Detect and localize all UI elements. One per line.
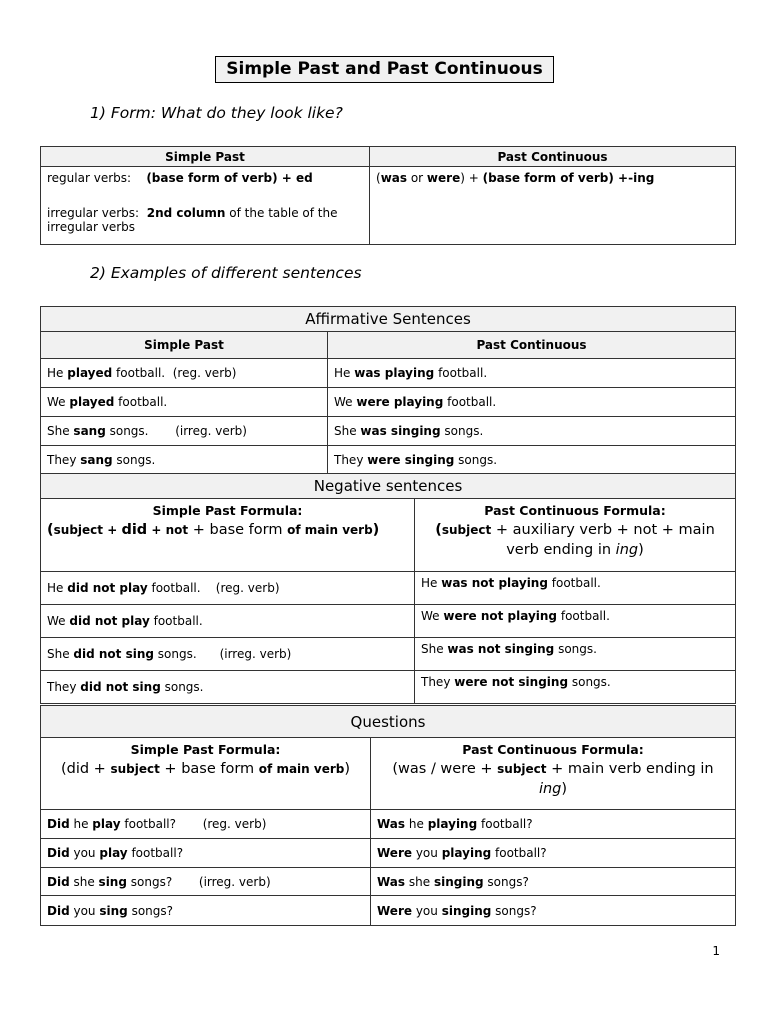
formula-part: + [103,523,122,537]
example-verb: singing [433,874,484,889]
regular-verbs-formula: (base form of verb) + ed [146,171,313,185]
example-verb: Did [47,903,70,918]
example-text: she [69,874,99,889]
example-text: She [421,642,448,656]
table-row [41,605,736,638]
formula-part: + base form [188,522,288,538]
example-text: They [47,452,81,467]
example-text: he [69,817,93,831]
example-verb: were playing [356,395,444,409]
formula-part: (was / were + [392,761,498,777]
example-cell [371,810,736,839]
example-cell [41,388,328,417]
regular-verbs-label: regular verbs: [47,171,132,185]
example-verb: were singing [367,452,455,467]
example-verb: was singing [360,424,441,438]
example-text: you [412,903,442,918]
example-cell [328,388,736,417]
example-text: songs? [483,874,529,889]
past-continuous-form-cell [370,167,736,245]
example-text: football. (reg. verb) [147,581,280,595]
example-verb: played [67,366,113,380]
example-text: They [421,675,455,689]
example-verb: play [99,846,128,860]
example-text: He [47,366,68,380]
example-cell [41,359,328,388]
example-text: They [334,452,368,467]
example-text: songs. (irreg. verb) [105,424,247,438]
negative-table [40,473,736,704]
form-text: ( [376,171,381,185]
example-verb: were not playing [443,609,558,623]
example-text: football? [127,846,184,860]
example-verb: singing [441,903,492,918]
formula-part: of main verb [258,762,345,776]
formula-title: Simple Past Formula: [130,742,281,757]
example-text: We [47,395,70,409]
example-verb: was playing [354,366,435,380]
formula-title: Past Continuous Formula: [484,503,666,518]
section-1-heading: 1) Form: What do they look like? [90,104,343,122]
example-text: songs? (irreg. verb) [126,874,271,889]
example-cell [371,868,736,896]
affirmative-header-simple-past: Simple Past [41,332,328,359]
formula-part: ) [638,542,644,558]
formula-text [421,520,729,560]
example-verb: Were [377,903,413,918]
example-verb: sang [80,452,113,467]
example-cell [41,671,415,704]
example-cell [328,417,736,446]
example-verb: was not singing [447,642,555,656]
example-verb: Did [47,874,70,889]
formula-part: + auxiliary verb + not + main verb ending in [491,522,715,558]
formula-part: + [147,523,166,537]
example-text: football. [443,395,497,409]
example-cell [371,839,736,868]
example-text: We [47,614,70,628]
example-verb: Did [47,846,70,860]
example-text: football. [114,395,168,409]
example-cell [415,671,736,704]
example-cell [41,572,415,605]
table-row [41,359,736,388]
example-verb: playing [441,846,492,860]
formula-part: ing [615,542,639,558]
table-row [41,417,736,446]
formula-part: ( [47,522,54,538]
example-verb: was not playing [441,576,548,590]
example-text: football. [547,576,601,590]
example-cell [41,868,371,896]
formula-part: ) [561,781,568,797]
example-text: We [334,395,357,409]
example-text: football. [557,609,610,623]
example-text: songs. [554,642,597,656]
questions-past-continuous-formula [371,738,736,810]
example-text: He [334,366,355,380]
example-cell [41,810,371,839]
form-table [40,146,736,245]
formula-text [47,759,364,779]
example-verb: playing [427,817,478,831]
form-text: ) + [460,171,483,185]
example-cell [415,638,736,671]
example-verb: sang [73,424,106,438]
example-cell [371,896,736,926]
table-row [41,896,736,926]
example-verb: play [92,817,121,831]
questions-simple-past-formula [41,738,371,810]
example-verb: Was [377,817,406,831]
example-text: he [405,817,428,831]
example-verb: did not play [67,581,148,595]
example-verb: were not singing [454,675,569,689]
form-bold: (base form of verb) +-ing [482,171,655,185]
example-cell [41,896,371,926]
example-text: football. [434,366,488,380]
example-text: She [47,647,74,661]
example-text: songs. (irreg. verb) [153,647,292,661]
example-text: songs. [568,675,611,689]
formula-text [47,520,408,540]
affirmative-table [40,306,736,474]
form-bold: was [380,171,408,185]
formula-part: not [165,523,189,537]
example-cell [41,605,415,638]
example-text: football. (reg. verb) [112,366,237,380]
simple-past-form-cell [41,167,370,245]
formula-part: (did + [60,761,111,777]
formula-part: ) [372,522,380,538]
form-header-simple-past: Simple Past [41,147,370,167]
example-verb: sing [98,874,127,889]
example-cell [415,605,736,638]
irregular-verbs-bold: 2nd column [146,206,226,220]
example-text: football. [149,614,203,628]
irregular-verbs-text: of the table of the irregular verbs [47,206,338,234]
example-verb: Were [377,846,413,860]
formula-part: subject [110,762,160,776]
example-text: football? [477,817,533,831]
table-row [41,810,736,839]
table-row [41,638,736,671]
formula-part: ) [344,761,351,777]
example-text: she [405,874,434,889]
example-verb: Was [377,874,406,889]
example-text: you [412,846,442,860]
formula-part: ing [538,781,562,797]
example-cell [328,446,736,474]
table-row [41,572,736,605]
questions-table [40,705,736,926]
irregular-verbs-label: irregular verbs: [47,206,140,220]
table-row [41,839,736,868]
example-verb: did not sing [73,647,154,661]
example-verb: played [69,395,115,409]
example-verb: did not sing [80,680,161,694]
formula-part: of main verb [287,523,373,537]
example-text: She [334,424,361,438]
page-number: 1 [712,944,720,958]
formula-part: subject [441,523,492,537]
example-verb: did not play [69,614,150,628]
example-text: songs. [454,452,498,467]
negative-simple-past-formula [41,499,415,572]
example-cell [41,446,328,474]
affirmative-header-past-continuous: Past Continuous [328,332,736,359]
example-text: songs? [491,903,537,918]
formula-part: subject [53,523,104,537]
example-text: football? [491,846,547,860]
formula-text [377,759,729,799]
table-row [41,671,736,704]
table-row [41,868,736,896]
example-text: He [47,581,68,595]
example-cell [41,839,371,868]
form-header-past-continuous: Past Continuous [370,147,736,167]
example-text: We [421,609,444,623]
form-bold: were [426,171,461,185]
table-row [41,446,736,474]
formula-title: Past Continuous Formula: [462,742,644,757]
example-text: songs? [127,903,174,918]
example-text: songs. [112,452,156,467]
example-text: you [69,846,100,860]
example-text: They [47,680,81,694]
example-text: football? (reg. verb) [120,817,267,831]
formula-part: + base form [159,761,259,777]
formula-part: + main verb ending in [546,761,714,777]
example-text: He [421,576,442,590]
example-verb: Did [47,817,70,831]
questions-title: Questions [41,706,736,738]
formula-part: subject [497,762,547,776]
example-cell [328,359,736,388]
example-cell [415,572,736,605]
example-cell [41,638,415,671]
affirmative-title: Affirmative Sentences [41,307,736,332]
example-verb: sing [99,903,128,918]
page-title: Simple Past and Past Continuous [215,56,554,83]
example-cell [41,417,328,446]
negative-past-continuous-formula [415,499,736,572]
form-text: or [407,171,427,185]
negative-title: Negative sentences [41,474,736,499]
example-text: songs. [160,680,204,694]
example-text: songs. [440,424,484,438]
formula-part: did [121,522,148,538]
formula-title: Simple Past Formula: [152,503,303,518]
example-text: She [47,424,74,438]
example-text: you [69,903,100,918]
formula-part: ( [435,522,442,538]
table-row [41,388,736,417]
section-2-heading: 2) Examples of different sentences [90,264,362,282]
